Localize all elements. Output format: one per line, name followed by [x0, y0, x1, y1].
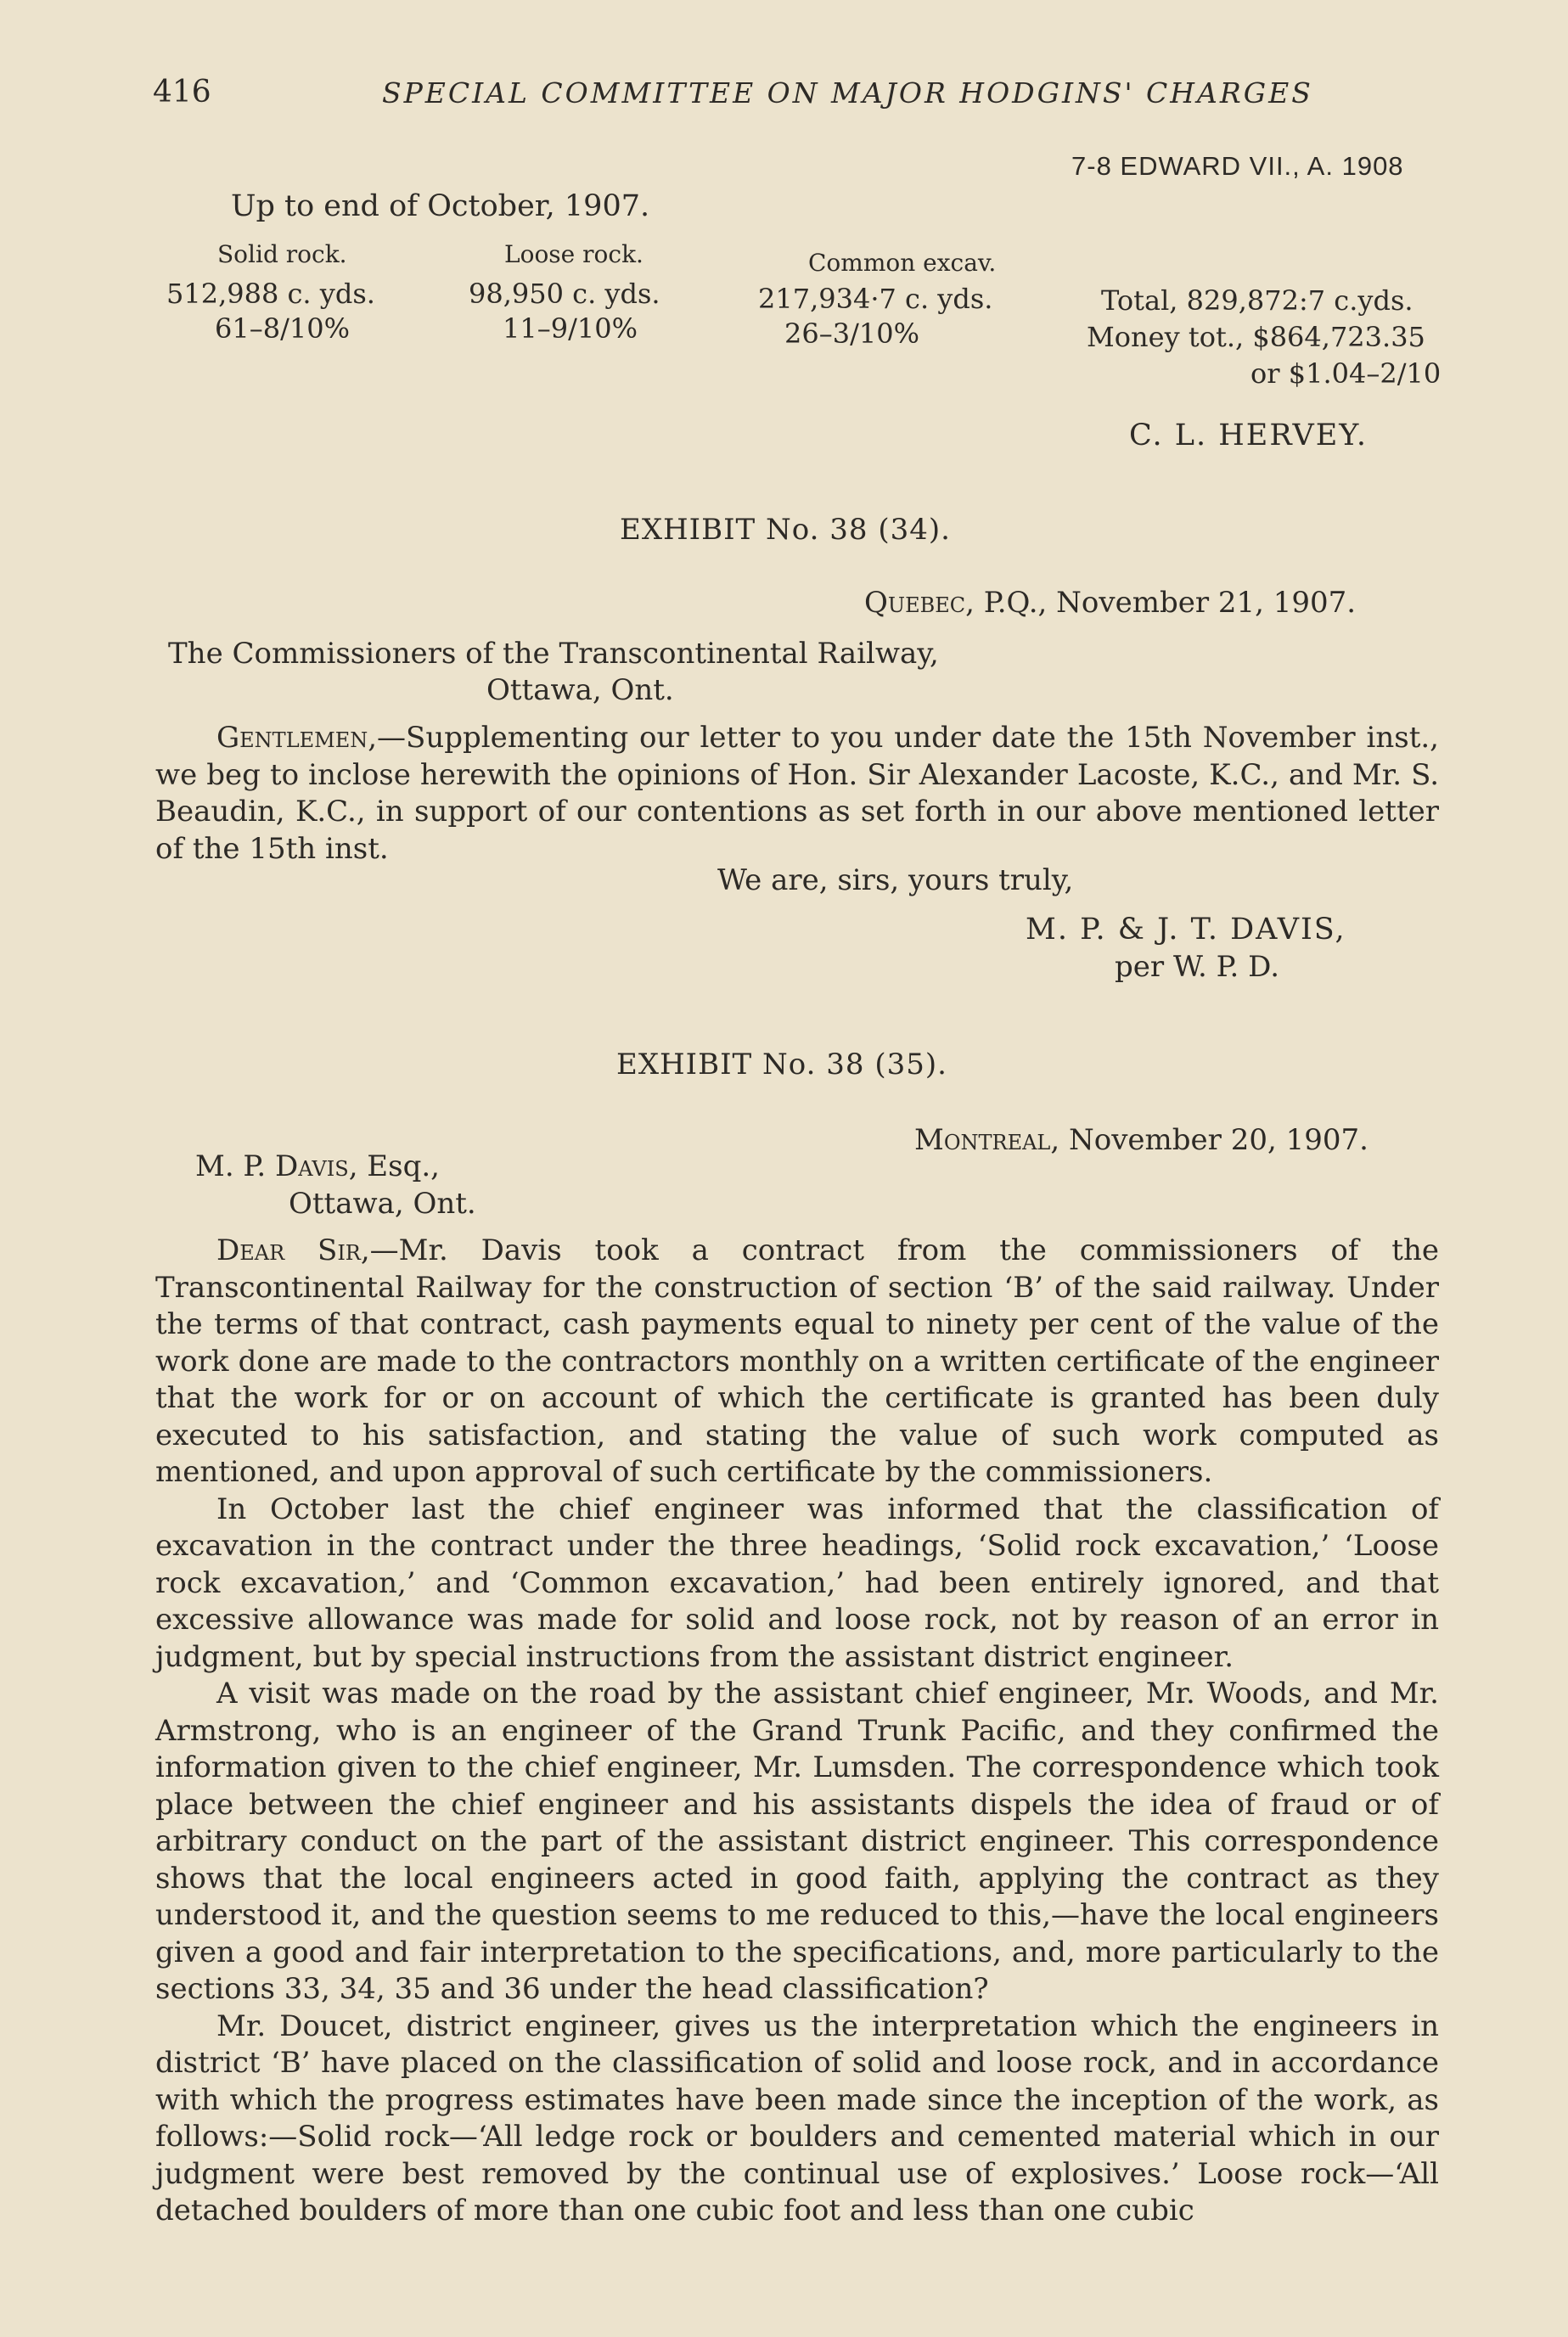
exhibit-35-addressee-prefix: M. P. [195, 1149, 276, 1183]
exhibit-35-paragraph-2: In October last the chief engineer was informed that the classification of excavation in the contract under the three headings, ‘Solid rock excavation,’ ‘Loose rock excavation,’ and ‘Common excavation,’ had been entirely ignored, and that excessive allowance was made for solid and loose rock, not by reason of an error in judgment, but by special instructions from the assistant district engineer. [155, 1492, 1439, 1674]
column-heading-loose-rock: Loose rock. [504, 240, 643, 268]
solid-rock-amount: 512,988 c. yds. [166, 278, 375, 310]
exhibit-35-place: Montreal, [914, 1123, 1060, 1157]
exhibit-34-body [155, 720, 1439, 868]
exhibit-34-heading: EXHIBIT No. 38 (34). [620, 513, 951, 547]
exhibit-34-date: P.Q., November 21, 1907. [974, 586, 1357, 620]
exhibit-34-salutation: Gentlemen, [216, 721, 378, 755]
running-title: SPECIAL COMMITTEE ON MAJOR HODGINS' CHARGES [382, 76, 1313, 110]
exhibit-35-heading: EXHIBIT No. 38 (35). [616, 1048, 947, 1081]
exhibit-35-addressee-city: Ottawa, Ont. [289, 1187, 476, 1221]
exhibit-35-body [155, 1233, 1439, 2230]
common-excavation-percent: 26–3/10% [784, 317, 919, 350]
exhibit-34-place: Quebec, [864, 586, 975, 620]
exhibit-35-addressee-suffix: , Esq., [348, 1149, 440, 1183]
exhibit-35-salutation: Dear Sir, [216, 1233, 370, 1267]
exhibit-35-date: November 20, 1907. [1059, 1123, 1368, 1157]
page-number: 416 [153, 75, 211, 110]
exhibit-34-closing: We are, sirs, yours truly, [717, 863, 1074, 897]
running-head [153, 75, 1443, 126]
summary-title: Up to end of October, 1907. [231, 189, 650, 223]
exhibit-34-dateline [864, 586, 1356, 620]
solid-rock-percent: 61–8/10% [215, 312, 350, 345]
exhibit-34-addressee-city: Ottawa, Ont. [486, 673, 674, 707]
exhibit-34-body-text: —Supplementing our letter to you under date the 15th November inst., we beg to inclose herewith the opinions of Hon. Sir Alexander Lacoste, K.C., and Mr. S. Beaudin, K.C., in support of our contentions as set forth in our above mentioned letter of the 15th inst. [155, 721, 1439, 866]
loose-rock-percent: 11–9/10% [503, 312, 638, 345]
exhibit-35-addressee-name: Davis [275, 1149, 349, 1183]
loose-rock-amount: 98,950 c. yds. [469, 278, 660, 310]
exhibit-35-paragraph-4: Mr. Doucet, district engineer, gives us the interpretation which the engineers in district ‘B’ have placed on the classification of solid and loose rock, and in accordance with which the progress estimates have been made since the inception of the work, as follows:—Solid rock—‘All ledge rock or boulders and cemented material which in our judgment were best removed by the continual use of explosives.’ Loose rock—‘All detached boulders of more than one cubic foot and less than one cubic [155, 2008, 1439, 2227]
signature-hervey: C. L. HERVEY. [1129, 419, 1368, 452]
exhibit-34-signature-per: per W. P. D. [1115, 950, 1280, 984]
common-excavation-amount: 217,934·7 c. yds. [758, 283, 993, 315]
exhibit-35-addressee [195, 1149, 440, 1183]
exhibit-35-paragraph-1 [155, 1233, 1439, 1492]
exhibit-34-addressee: The Commissioners of the Transcontinental Railway, [168, 637, 939, 671]
exhibit-35-paragraph-3: A visit was made on the road by the assistant chief engineer, Mr. Woods, and Mr. Armstrong, who is an engineer of the Grand Trunk Pacific, and they confirmed the information given to the chief engineer, Mr. Lumsden. The correspondence which took place between the chief engineer and his assistants dispels the idea of fraud or of arbitrary conduct on the part of the assistant district engineer. This correspondence shows that the local engineers acted in good faith, applying the contract as they understood it, and the question seems to me reduced to this,—have the local engineers given a good and fair interpretation to the specifications, and, more particularly to the sections 33, 34, 35 and 36 under the head classification? [155, 1677, 1439, 2006]
exhibit-34-signature: M. P. & J. T. DAVIS, [1026, 913, 1346, 947]
column-heading-common-excavation: Common excav. [808, 249, 997, 277]
money-total: Money tot., $864,723.35 [1087, 321, 1425, 353]
session-line: 7-8 EDWARD VII., A. 1908 [1071, 151, 1404, 181]
exhibit-35-para1-text: —Mr. Davis took a contract from the commissioners of the Transcontinental Railway for the construction of section ‘B’ of the said railway. Under the terms of that contract, cash payments equal to ninety per cent of the value of the work done are made to the contractors monthly on a written certificate of the engineer that the work for or on account of which the certificate is granted has been duly executed to his satisfaction, and stating the value of such work computed as mentioned, and upon approval of such certificate by the commissioners. [155, 1233, 1439, 1489]
column-heading-solid-rock: Solid rock. [217, 240, 347, 268]
rate-per-yard: or $1.04–2/10 [1250, 357, 1442, 390]
exhibit-35-dateline [914, 1123, 1368, 1157]
total-yards: Total, 829,872:7 c.yds. [1101, 284, 1413, 317]
